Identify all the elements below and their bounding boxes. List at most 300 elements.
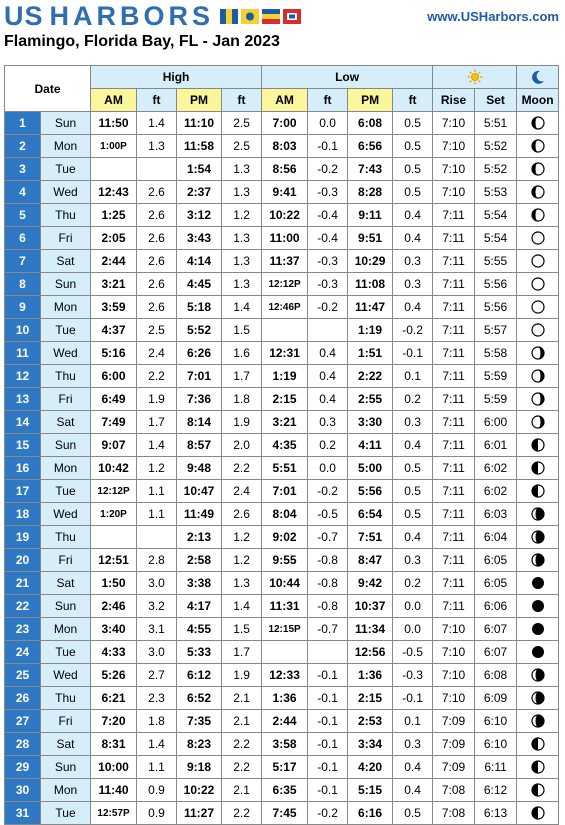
day-of-week: Fri: [41, 388, 91, 411]
waning-gibbous-moon-icon: [531, 392, 545, 406]
low-pm-time: 5:15: [348, 779, 393, 802]
day-number: 4: [5, 181, 41, 204]
high-pm-time: 8:14: [177, 411, 222, 434]
low-pm-header: PM: [348, 89, 393, 112]
low-pm-time: 10:37: [348, 595, 393, 618]
day-of-week: Thu: [41, 204, 91, 227]
low-pm-time: 11:08: [348, 273, 393, 296]
low-pm-height: -0.1: [393, 687, 433, 710]
new-moon-icon: [531, 622, 545, 636]
day-number: 13: [5, 388, 41, 411]
sunset-time: 6:05: [475, 549, 517, 572]
waxing-gibbous-moon-icon: [531, 208, 545, 222]
sunrise-time: 7:11: [433, 227, 475, 250]
low-pm-height: 0.5: [393, 457, 433, 480]
high-am-ft-header: ft: [137, 89, 177, 112]
low-pm-time: 10:29: [348, 250, 393, 273]
sunrise-time: 7:11: [433, 434, 475, 457]
low-am-height: -0.4: [308, 227, 348, 250]
moon-phase-cell: [517, 273, 559, 296]
low-pm-height: 0.0: [393, 595, 433, 618]
table-row: [5, 273, 559, 296]
low-pm-ft-header: ft: [393, 89, 433, 112]
sunset-time: 5:51: [475, 112, 517, 135]
date-header: Date: [5, 66, 91, 112]
high-am-height: [137, 158, 177, 181]
high-header: High: [91, 66, 262, 89]
high-pm-time: 7:01: [177, 365, 222, 388]
low-am-height: -0.7: [308, 526, 348, 549]
flag-icon: [220, 9, 238, 24]
day-of-week: Thu: [41, 687, 91, 710]
low-pm-time: 1:19: [348, 319, 393, 342]
sunrise-time: 7:09: [433, 756, 475, 779]
high-am-time: 12:12P: [91, 480, 137, 503]
high-am-time: 2:44: [91, 250, 137, 273]
sunset-time: 5:54: [475, 227, 517, 250]
sunrise-time: 7:11: [433, 250, 475, 273]
high-am-height: 1.1: [137, 756, 177, 779]
low-pm-height: 0.2: [393, 388, 433, 411]
low-pm-time: 7:43: [348, 158, 393, 181]
table-row: [5, 181, 559, 204]
high-am-time: 12:51: [91, 549, 137, 572]
high-am-time: 1:20P: [91, 503, 137, 526]
moon-phase-cell: [517, 756, 559, 779]
high-pm-time: 5:18: [177, 296, 222, 319]
low-am-time: 8:04: [262, 503, 308, 526]
table-row: [5, 756, 559, 779]
full-moon-icon: [531, 300, 545, 314]
low-am-height: 0.4: [308, 365, 348, 388]
low-pm-time: 4:20: [348, 756, 393, 779]
sunrise-time: 7:11: [433, 480, 475, 503]
high-am-height: 2.6: [137, 227, 177, 250]
moon-phase-cell: [517, 388, 559, 411]
low-am-time: 11:37: [262, 250, 308, 273]
sunrise-time: 7:11: [433, 204, 475, 227]
high-pm-height: 1.3: [222, 227, 262, 250]
day-number: 15: [5, 434, 41, 457]
low-am-time: 12:12P: [262, 273, 308, 296]
table-row: [5, 480, 559, 503]
high-pm-height: 1.7: [222, 365, 262, 388]
high-am-height: 1.1: [137, 503, 177, 526]
high-pm-height: 1.5: [222, 618, 262, 641]
sunset-time: 6:09: [475, 687, 517, 710]
table-row: [5, 664, 559, 687]
low-am-time: 10:44: [262, 572, 308, 595]
high-am-time: 3:40: [91, 618, 137, 641]
low-am-height: -0.4: [308, 204, 348, 227]
sun-icon: [467, 69, 483, 85]
sunset-time: 5:52: [475, 135, 517, 158]
high-pm-time: 8:57: [177, 434, 222, 457]
low-pm-time: 3:34: [348, 733, 393, 756]
high-pm-height: 1.3: [222, 250, 262, 273]
moon-phase-cell: [517, 503, 559, 526]
sunrise-time: 7:11: [433, 549, 475, 572]
set-header: Set: [475, 89, 517, 112]
moon-phase-cell: [517, 779, 559, 802]
table-row: [5, 434, 559, 457]
moon-phase-cell: [517, 296, 559, 319]
waxing-gibbous-moon-icon: [531, 139, 545, 153]
low-pm-time: 11:47: [348, 296, 393, 319]
low-am-height: -0.1: [308, 687, 348, 710]
high-am-time: 2:46: [91, 595, 137, 618]
low-pm-time: 8:28: [348, 181, 393, 204]
high-am-time: 11:40: [91, 779, 137, 802]
high-am-time: [91, 526, 137, 549]
table-row: [5, 710, 559, 733]
sunrise-time: 7:10: [433, 135, 475, 158]
day-number: 30: [5, 779, 41, 802]
high-pm-time: 6:52: [177, 687, 222, 710]
sunset-time: 5:53: [475, 181, 517, 204]
high-pm-ft-header: ft: [222, 89, 262, 112]
low-pm-height: 0.3: [393, 273, 433, 296]
flag-icon: [283, 9, 301, 24]
low-pm-height: 0.5: [393, 158, 433, 181]
low-pm-time: 12:56: [348, 641, 393, 664]
site-url[interactable]: www.USHarbors.com: [427, 9, 559, 24]
sunrise-time: 7:10: [433, 664, 475, 687]
table-row: [5, 204, 559, 227]
sunrise-time: 7:11: [433, 365, 475, 388]
high-am-height: 2.6: [137, 250, 177, 273]
high-am-height: 0.9: [137, 802, 177, 825]
low-am-time: 7:00: [262, 112, 308, 135]
moon-phase-cell: [517, 319, 559, 342]
day-of-week: Mon: [41, 779, 91, 802]
waxing-gibbous-moon-icon: [531, 116, 545, 130]
low-am-time: 6:35: [262, 779, 308, 802]
low-am-height: 0.4: [308, 342, 348, 365]
moon-phase-cell: [517, 733, 559, 756]
high-pm-time: 11:58: [177, 135, 222, 158]
high-pm-height: 2.5: [222, 112, 262, 135]
crescent-moon-icon: [530, 69, 546, 85]
day-of-week: Wed: [41, 664, 91, 687]
first-quarter-moon-icon: [531, 760, 545, 774]
sunrise-time: 7:10: [433, 181, 475, 204]
high-am-height: 2.4: [137, 342, 177, 365]
sunrise-time: 7:11: [433, 457, 475, 480]
sunset-time: 6:06: [475, 595, 517, 618]
sunset-time: 6:03: [475, 503, 517, 526]
moon-phase-cell: [517, 158, 559, 181]
low-am-time: 12:46P: [262, 296, 308, 319]
low-pm-time: 2:55: [348, 388, 393, 411]
sunrise-time: 7:11: [433, 526, 475, 549]
table-row: [5, 250, 559, 273]
low-am-height: -0.3: [308, 273, 348, 296]
sunset-time: 5:56: [475, 296, 517, 319]
low-am-height: 0.4: [308, 388, 348, 411]
low-pm-time: 6:16: [348, 802, 393, 825]
day-of-week: Fri: [41, 549, 91, 572]
high-pm-height: 1.7: [222, 641, 262, 664]
sunrise-time: 7:11: [433, 296, 475, 319]
high-pm-time: 11:27: [177, 802, 222, 825]
first-quarter-moon-icon: [531, 737, 545, 751]
high-am-time: 9:07: [91, 434, 137, 457]
low-pm-height: 0.4: [393, 204, 433, 227]
table-row: [5, 618, 559, 641]
high-am-time: 5:26: [91, 664, 137, 687]
day-number: 14: [5, 411, 41, 434]
day-of-week: Sun: [41, 112, 91, 135]
day-of-week: Wed: [41, 181, 91, 204]
high-pm-time: 3:38: [177, 572, 222, 595]
day-number: 20: [5, 549, 41, 572]
moon-phase-cell: [517, 457, 559, 480]
day-number: 5: [5, 204, 41, 227]
table-row: [5, 802, 559, 825]
high-am-time: [91, 158, 137, 181]
day-number: 25: [5, 664, 41, 687]
flag-icon: [262, 9, 280, 24]
full-moon-icon: [531, 277, 545, 291]
low-pm-height: 0.5: [393, 112, 433, 135]
low-pm-height: 0.4: [393, 296, 433, 319]
low-am-time: 5:17: [262, 756, 308, 779]
low-pm-time: 11:34: [348, 618, 393, 641]
sunrise-time: 7:11: [433, 595, 475, 618]
day-number: 31: [5, 802, 41, 825]
low-am-time: 9:41: [262, 181, 308, 204]
high-am-height: 2.6: [137, 204, 177, 227]
day-number: 27: [5, 710, 41, 733]
low-pm-time: 9:11: [348, 204, 393, 227]
day-number: 12: [5, 365, 41, 388]
low-pm-height: 0.4: [393, 779, 433, 802]
high-am-height: 1.2: [137, 457, 177, 480]
day-number: 11: [5, 342, 41, 365]
low-pm-height: -0.2: [393, 319, 433, 342]
day-of-week: Wed: [41, 342, 91, 365]
sunset-time: 6:11: [475, 756, 517, 779]
low-am-time: 3:58: [262, 733, 308, 756]
low-am-height: -0.1: [308, 779, 348, 802]
day-of-week: Sat: [41, 572, 91, 595]
day-number: 7: [5, 250, 41, 273]
moon-phase-cell: [517, 687, 559, 710]
low-am-time: 1:36: [262, 687, 308, 710]
brand-harbors: HARBORS: [49, 0, 215, 31]
low-am-time: 4:35: [262, 434, 308, 457]
sunrise-time: 7:09: [433, 710, 475, 733]
high-pm-height: 1.3: [222, 273, 262, 296]
sunset-time: 5:55: [475, 250, 517, 273]
sunset-time: 6:07: [475, 641, 517, 664]
low-pm-time: 5:00: [348, 457, 393, 480]
low-am-time: 1:19: [262, 365, 308, 388]
low-pm-height: 0.2: [393, 572, 433, 595]
moon-phase-cell: [517, 250, 559, 273]
high-am-height: 2.6: [137, 181, 177, 204]
high-am-time: 1:25: [91, 204, 137, 227]
table-row: [5, 733, 559, 756]
day-number: 29: [5, 756, 41, 779]
new-moon-icon: [531, 576, 545, 590]
day-number: 16: [5, 457, 41, 480]
sunset-time: 5:58: [475, 342, 517, 365]
last-quarter-moon-icon: [531, 484, 545, 498]
sunrise-time: 7:11: [433, 503, 475, 526]
high-am-height: 2.3: [137, 687, 177, 710]
low-am-height: -0.3: [308, 181, 348, 204]
high-pm-height: 1.4: [222, 595, 262, 618]
high-am-height: 1.8: [137, 710, 177, 733]
page-title: Flamingo, Florida Bay, FL - Jan 2023: [4, 33, 280, 50]
high-am-time: 1:00P: [91, 135, 137, 158]
day-of-week: Sat: [41, 411, 91, 434]
high-pm-height: 1.9: [222, 411, 262, 434]
new-moon-icon: [531, 599, 545, 613]
low-pm-height: 0.3: [393, 250, 433, 273]
day-number: 17: [5, 480, 41, 503]
low-pm-height: 0.3: [393, 549, 433, 572]
high-am-time: 10:00: [91, 756, 137, 779]
table-row: [5, 158, 559, 181]
waxing-gibbous-moon-icon: [531, 185, 545, 199]
waning-gibbous-moon-icon: [531, 415, 545, 429]
sunrise-time: 7:11: [433, 388, 475, 411]
low-am-time: 11:31: [262, 595, 308, 618]
low-pm-time: 6:08: [348, 112, 393, 135]
day-of-week: Mon: [41, 135, 91, 158]
high-am-time: 7:49: [91, 411, 137, 434]
high-pm-time: 5:52: [177, 319, 222, 342]
high-am-time: 7:20: [91, 710, 137, 733]
day-number: 1: [5, 112, 41, 135]
high-am-time: 1:50: [91, 572, 137, 595]
moon-label-header: Moon: [517, 89, 559, 112]
day-of-week: Tue: [41, 319, 91, 342]
low-pm-height: -0.5: [393, 641, 433, 664]
low-am-height: -0.1: [308, 710, 348, 733]
sun-header: [433, 66, 517, 89]
sunrise-time: 7:08: [433, 802, 475, 825]
day-of-week: Thu: [41, 526, 91, 549]
high-pm-time: 11:49: [177, 503, 222, 526]
high-am-time: 3:21: [91, 273, 137, 296]
rise-header: Rise: [433, 89, 475, 112]
sunrise-time: 7:10: [433, 641, 475, 664]
high-pm-time: 10:22: [177, 779, 222, 802]
high-pm-height: 1.2: [222, 204, 262, 227]
day-of-week: Tue: [41, 802, 91, 825]
low-pm-time: 2:22: [348, 365, 393, 388]
low-am-height: 0.0: [308, 112, 348, 135]
high-pm-time: 3:12: [177, 204, 222, 227]
moon-phase-cell: [517, 710, 559, 733]
low-pm-time: 8:47: [348, 549, 393, 572]
low-am-height: -0.2: [308, 296, 348, 319]
low-pm-height: 0.4: [393, 434, 433, 457]
high-pm-time: 6:26: [177, 342, 222, 365]
low-pm-height: 0.5: [393, 135, 433, 158]
low-pm-height: -0.1: [393, 342, 433, 365]
high-pm-time: 4:17: [177, 595, 222, 618]
high-pm-time: 7:36: [177, 388, 222, 411]
low-am-height: [308, 319, 348, 342]
moon-phase-cell: [517, 204, 559, 227]
day-number: 10: [5, 319, 41, 342]
low-pm-time: 9:42: [348, 572, 393, 595]
high-pm-height: 2.1: [222, 779, 262, 802]
waning-crescent-moon-icon: [531, 507, 545, 521]
high-am-height: 2.5: [137, 319, 177, 342]
day-of-week: Mon: [41, 296, 91, 319]
day-number: 3: [5, 158, 41, 181]
low-am-ft-header: ft: [308, 89, 348, 112]
high-am-height: 3.0: [137, 641, 177, 664]
table-row: [5, 526, 559, 549]
high-pm-time: 8:23: [177, 733, 222, 756]
low-am-height: -0.8: [308, 595, 348, 618]
high-pm-height: 1.3: [222, 181, 262, 204]
high-pm-time: 7:35: [177, 710, 222, 733]
low-am-time: 9:02: [262, 526, 308, 549]
high-pm-height: 2.2: [222, 457, 262, 480]
moon-phase-cell: [517, 112, 559, 135]
sunrise-time: 7:11: [433, 273, 475, 296]
day-of-week: Sun: [41, 273, 91, 296]
sunset-time: 6:13: [475, 802, 517, 825]
day-of-week: Fri: [41, 227, 91, 250]
low-pm-time: 5:56: [348, 480, 393, 503]
high-am-height: 2.6: [137, 296, 177, 319]
sunrise-time: 7:11: [433, 411, 475, 434]
high-am-header: AM: [91, 89, 137, 112]
moon-phase-cell: [517, 480, 559, 503]
low-am-height: -0.2: [308, 158, 348, 181]
high-am-height: 1.9: [137, 388, 177, 411]
day-number: 23: [5, 618, 41, 641]
moon-phase-cell: [517, 664, 559, 687]
low-pm-time: 2:53: [348, 710, 393, 733]
sunset-time: 6:02: [475, 480, 517, 503]
low-pm-height: 0.3: [393, 411, 433, 434]
moon-phase-cell: [517, 135, 559, 158]
full-moon-icon: [531, 254, 545, 268]
high-am-time: 5:16: [91, 342, 137, 365]
low-pm-height: 0.1: [393, 365, 433, 388]
waning-gibbous-moon-icon: [531, 369, 545, 383]
high-am-height: 3.0: [137, 572, 177, 595]
sunset-time: 6:01: [475, 434, 517, 457]
low-pm-time: 1:36: [348, 664, 393, 687]
high-pm-height: 1.8: [222, 388, 262, 411]
day-number: 28: [5, 733, 41, 756]
high-am-time: 6:21: [91, 687, 137, 710]
low-am-height: 0.0: [308, 457, 348, 480]
high-pm-header: PM: [177, 89, 222, 112]
high-pm-height: 2.5: [222, 135, 262, 158]
waning-crescent-moon-icon: [531, 553, 545, 567]
sunrise-time: 7:11: [433, 572, 475, 595]
high-pm-height: 1.5: [222, 319, 262, 342]
day-of-week: Sat: [41, 250, 91, 273]
day-of-week: Wed: [41, 503, 91, 526]
high-am-height: 2.6: [137, 273, 177, 296]
high-pm-time: 2:58: [177, 549, 222, 572]
high-pm-time: 4:45: [177, 273, 222, 296]
low-pm-height: 0.1: [393, 710, 433, 733]
